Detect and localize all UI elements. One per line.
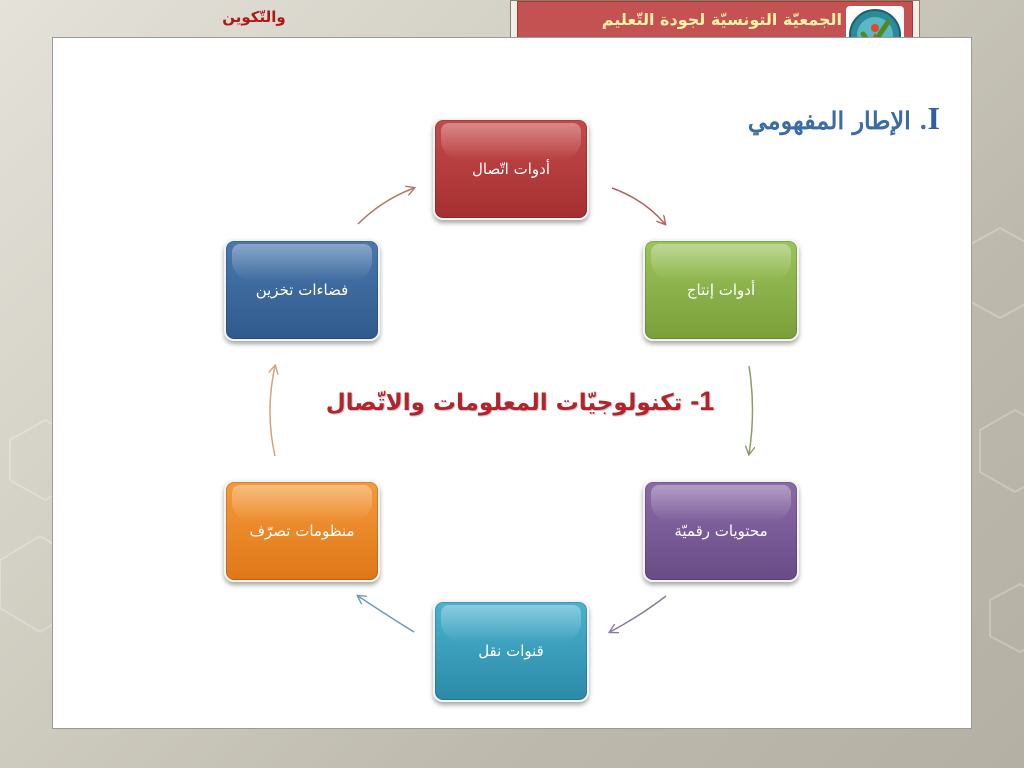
node-storage-spaces[interactable] xyxy=(224,239,380,341)
node-label: منظومات تصرّف xyxy=(249,522,355,540)
node-management-systems[interactable] xyxy=(224,480,380,582)
top-left-label: والتّكوين xyxy=(222,8,286,26)
node-label: فضاءات تخزين xyxy=(255,281,349,299)
node-label: أدوات اتّصال xyxy=(472,160,550,178)
node-communication-tools[interactable] xyxy=(433,118,589,220)
center-title xyxy=(300,386,740,417)
heading-number: I xyxy=(927,100,940,136)
center-number: 1- xyxy=(690,386,715,416)
node-production-tools[interactable] xyxy=(643,239,799,341)
center-title-text: تكنولوجيّات المعلومات والاتّصال xyxy=(325,390,683,416)
node-digital-content[interactable] xyxy=(643,480,799,582)
section-heading xyxy=(748,100,940,137)
header-title: الجمعيّة التونسيّة لجودة التّعليم xyxy=(601,10,842,29)
node-transmission-channels[interactable] xyxy=(433,600,589,702)
node-label: محتويات رقميّة xyxy=(674,522,768,540)
node-label: قنوات نقل xyxy=(478,642,544,660)
node-label: أدوات إنتاج xyxy=(686,281,756,299)
heading-text: . الإطار المفهومي xyxy=(747,106,928,135)
